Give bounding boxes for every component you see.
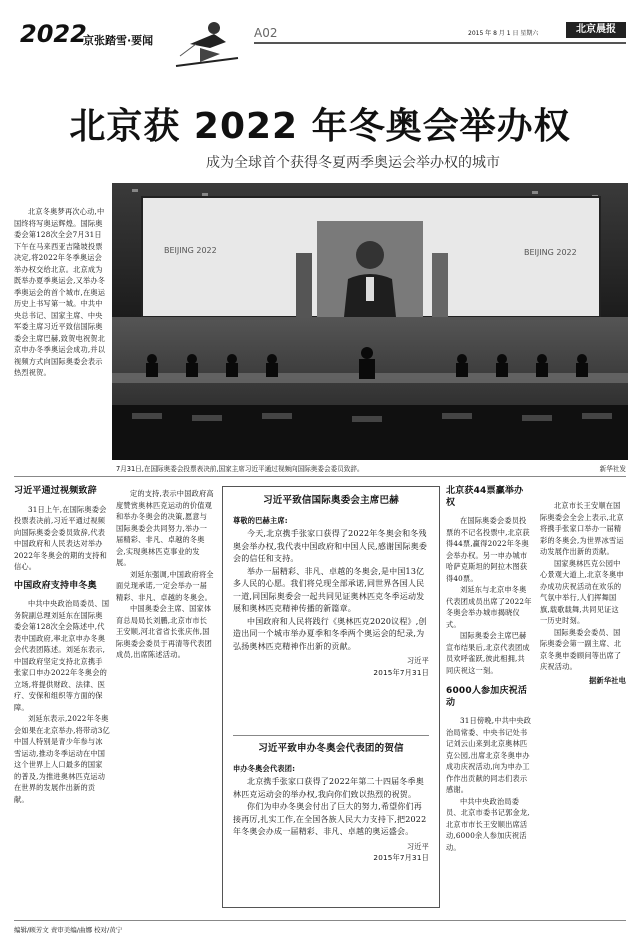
col4-paragraph: 中共中央政治局委员、北京市委书记郭金龙,北京市市长王安顺出席活动,6000余人参加庆祝活动。 xyxy=(446,796,530,852)
column-5 xyxy=(540,500,626,686)
letter2-salutation: 申办冬奥会代表团: xyxy=(233,763,296,773)
col4-paragraph: 在国际奥委会委员投票的不记名投票中,北京获得44票,赢得2022年冬奥会举办权。另一申办城市哈萨克斯坦的阿拉木图获得40票。 xyxy=(446,516,530,583)
col5-paragraph: 国家奥林匹克公园中心景观大道上,北京冬奥申办成功庆祝活动在欢乐的气氛中举行,人们挥舞国旗,载歌载舞,共同见证这一历史时刻。 xyxy=(540,558,624,625)
letter2-date: 2015年7月31日 xyxy=(373,853,429,862)
logo-year: 2022 xyxy=(20,20,87,48)
col4-paragraph: 国际奥委会主席巴赫宣布结果后,北京代表团成员欢呼雀跃,彼此相拥,共同庆祝这一刻。 xyxy=(446,631,530,675)
column-2 xyxy=(116,488,214,661)
col1-paragraph: 刘延东表示,2022年冬奥会如果在北京举办,将带动3亿中国人特别是青少年参与冰雪运动,推动冬季运动在中国这个世界上人口最多的国家的普及,为推进奥林匹克运动在世界的发展作出新的贡献。 xyxy=(14,714,110,804)
letter1-date: 2015年7月31日 xyxy=(373,667,429,677)
col5-paragraph: 北京市长王安顺在国际奥委会全会上表示,北京将携手张家口举办一届精彩的冬奥会,为世界冰雪运动发展作出新的贡献。 xyxy=(540,501,624,556)
column-1 xyxy=(14,486,110,805)
section-rule xyxy=(14,476,626,477)
col5-paragraph: 国际奥委会委员、国际奥委会第一副主席、北京冬奥申委顾问等出席了庆祝活动。 xyxy=(540,627,622,671)
subheadline: 成为全球首个获得冬夏两季奥运会举办权的城市 xyxy=(206,155,500,171)
letter2-signature: 习近平 xyxy=(406,841,429,851)
letter2-title: 习近平致申办冬奥会代表团的贺信 xyxy=(258,743,404,754)
editor-credits: 编辑/顾芳文 责审美编/曲娜 校对/黄宁 xyxy=(14,926,123,934)
letter1-paragraph: 举办一届精彩、非凡、卓越的冬奥会,是中国13亿多人民的心愿。我们将兑现全部承诺,同世界各国人民一道,同国际奥委会一起共同见证奥林匹克冬季运动发展和奥林匹克精神传播的新篇章。 xyxy=(233,566,425,613)
page-number: A02 xyxy=(254,26,278,40)
letters-box xyxy=(222,486,440,908)
col4-heading-1: 北京获44票赢举办权 xyxy=(446,486,524,508)
issue-date: 2015 年 8 月 1 日 星期六 xyxy=(468,30,539,37)
col1-heading-1: 习近平通过视频致辞 xyxy=(14,486,97,496)
letter1-paragraph: 今天,北京携手张家口获得了2022年冬奥会和冬残奥会举办权,我代表中国政府和中国人民,感谢国际奥委会的信任和支持。 xyxy=(233,529,428,563)
footer-rule xyxy=(14,920,626,921)
col4-heading-2: 6000人参加庆祝活动 xyxy=(446,686,528,708)
games-logo-right: BEIJING 2022 xyxy=(524,248,577,257)
column-4 xyxy=(446,486,532,853)
lead-text: 北京冬奥梦再次心动,中国终将写奥运辉煌。国际奥委会第128次全会7月31日下午在马来西亚吉隆坡投票决定,将2022年冬季奥运会举办权交给北京。北京成为既举办夏季奥运会,又举办冬季奥运会的首个城市,在奥运历史上书写第一城。中共中央总书记、国家主席、中央军委主席习近平致信国际奥委会主席巴赫,致贺电祝贺北京申办冬季奥运会成功,并以视频方式向国际奥委会表示热烈祝贺。 xyxy=(14,207,106,377)
newspaper-name: 北京晨报 xyxy=(566,22,626,38)
col1-paragraph: 中共中央政治局委员、国务院副总理刘延东在国际奥委会第128次全会陈述中,代表中国政府,率北京申办冬奥会代表团陈述。刘延东表示,中国政府坚定支持北京携手张家口申办2022年冬奥会的立场,将提供财政、法律、医疗、安保和组织等方面的保障。 xyxy=(14,599,110,712)
col2-paragraph: 中国奥委会主席、国家体育总局局长刘鹏,北京市市长王安顺,河北省省长张庆伟,国际奥委会委员于再清等代表团成员,出席陈述活动。 xyxy=(116,604,213,659)
games-logo-left: BEIJING 2022 xyxy=(164,246,217,255)
letter1-salutation: 尊敬的巴赫主席: xyxy=(233,515,288,525)
col2-paragraph: 刘延东强调,中国政府将全面兑现承诺,一定会举办一届精彩、非凡、卓越的冬奥会。 xyxy=(116,569,214,602)
section-title: 京张踏雪·要闻 xyxy=(83,34,154,47)
headline: 北京获 2022 年冬奥会举办权 xyxy=(69,106,571,147)
caption-text: 7月31日,在国际奥委会投票表决前,国家主席习近平通过视频向国际奥委会委员致辞。 xyxy=(116,465,364,473)
col1-heading-2: 中国政府支持申冬奥 xyxy=(14,580,97,591)
letter-to-delegation xyxy=(233,743,429,864)
col2-paragraph: 定的支持,表示中国政府高度赞赏奥林匹克运动的价值观和举办冬奥会的决策,愿意与国际奥委会共同努力,举办一届精彩、非凡、卓越的冬奥会,实现奥林匹克事业的发展。 xyxy=(116,489,214,567)
letter1-paragraph: 中国政府和人民将践行《奥林匹克2020议程》,创造出同一个城市举办夏季和冬季两个奥运会的纪录,为弘扬奥林匹克精神作出新的贡献。 xyxy=(233,616,427,651)
photo-caption xyxy=(116,463,626,473)
skier-illustration xyxy=(170,14,242,74)
col4-paragraph: 31日傍晚,中共中央政治局常委、中央书记处书记刘云山来到北京奥林匹克公园,出席北京冬奥申办成功庆祝活动,向为申办工作作出贡献的同志们表示感谢。 xyxy=(446,716,532,794)
letter1-title: 习近平致信国际奥委会主席巴赫 xyxy=(263,495,399,506)
col4-paragraph: 刘延东与北京申冬奥代表团成员出席了2022年冬奥会举办城市揭晓仪式。 xyxy=(446,585,532,629)
col5-credit: 据新华社电 xyxy=(589,675,626,685)
letter1-signature: 习近平 xyxy=(406,656,429,665)
col1-paragraph: 31日上午,在国际奥委会投票表决前,习近平通过视频向国际奥委会委员致辞,代表中国政府和人民表达对举办2022年冬奥会的期的支持和信心。 xyxy=(14,504,107,571)
letter-to-bach xyxy=(233,495,429,678)
letter2-paragraph: 北京携手张家口获得了2022年第二十四届冬季奥林匹克运动会的举办权,我向你们致以热烈的祝贺。 xyxy=(233,777,424,799)
lead-paragraph xyxy=(14,206,109,379)
main-photo xyxy=(112,183,628,460)
header-rule xyxy=(254,42,626,44)
letter2-paragraph: 你们为申办冬奥会付出了巨大的努力,希望你们再接再厉,扎实工作,在全国各族人民大力支持下,把2022年冬奥会办成一届精彩、非凡、卓越的奥运盛会。 xyxy=(233,802,427,836)
photo-credit: 新华社发 xyxy=(599,465,626,473)
letters-divider xyxy=(233,735,429,736)
